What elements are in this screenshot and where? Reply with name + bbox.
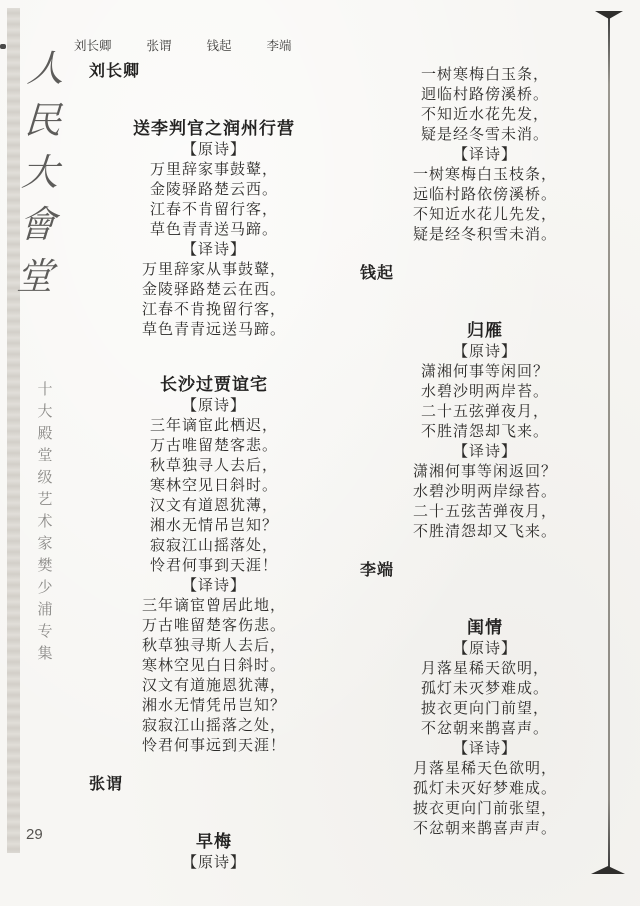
poem-section-label: 【原诗】 — [452, 641, 517, 657]
poem-line: 秋草独寻人去后， — [149, 458, 278, 474]
poem-line: 怜君何事远到天涯！ — [141, 738, 286, 754]
poem-line: 寒林空见白日斜时。 — [141, 658, 286, 674]
series-title-char: 浦 — [37, 601, 53, 618]
spacer — [356, 542, 614, 559]
spacer — [85, 756, 343, 773]
poem-line: 湘水无情凭吊岂知？ — [141, 698, 286, 714]
poem-line: 月落星稀天色欲明， — [412, 761, 557, 777]
series-title-char: 殿 — [37, 425, 53, 442]
series-title-char: 堂 — [37, 447, 53, 464]
poem-line: 迥临村路傍溪桥。 — [420, 87, 549, 103]
poem-line: 疑是经冬雪未消。 — [420, 127, 549, 143]
poem-line: 二十五弦苦弹夜月， — [412, 504, 557, 520]
poem-title: 归雁 — [467, 321, 503, 340]
poem-section-label: 【原诗】 — [181, 142, 246, 158]
poem-line: 汉文有道施恩犹薄， — [141, 678, 286, 694]
poem-line: 水碧沙明两岸苔。 — [420, 384, 549, 400]
spacer — [85, 84, 343, 101]
series-title-char: 樊 — [37, 557, 53, 574]
poem-title: 送李判官之润州行营 — [133, 119, 295, 138]
poem-line: 寂寂江山摇落之处， — [141, 718, 286, 734]
poem-line: 秋草独寻斯人去后， — [141, 638, 286, 654]
calligraphy-char: 人 — [25, 49, 66, 90]
poem-line: 披衣更向门前张望， — [412, 801, 557, 817]
poem-section-label: 【译诗】 — [181, 242, 246, 258]
poem-line: 孤灯未灭梦难成。 — [420, 681, 549, 697]
poem-line: 江春不肯留行客， — [149, 202, 278, 218]
series-title-char: 少 — [37, 579, 53, 596]
poem-section-label: 【原诗】 — [452, 344, 517, 360]
poem-line: 不知近水花先发， — [420, 107, 549, 123]
poem-title: 早梅 — [196, 832, 232, 851]
poem-line: 一树寒梅白玉枝条， — [412, 167, 557, 183]
poem-line: 怜君何事到天涯！ — [149, 558, 278, 574]
binding-corner-top-icon — [595, 11, 623, 19]
series-title-char: 术 — [37, 513, 53, 530]
spacer — [85, 340, 343, 357]
poem-section-label: 【译诗】 — [452, 147, 517, 163]
series-title-char: 十 — [37, 381, 53, 398]
poem-line: 金陵驿路楚云在西。 — [141, 282, 286, 298]
spacer — [85, 797, 343, 814]
poem-section-label: 【译诗】 — [452, 444, 517, 460]
page-binding-edge — [608, 16, 610, 868]
poem-title: 闺情 — [467, 618, 503, 637]
spacer — [356, 286, 614, 303]
poem-line: 三年谪宦此栖迟， — [149, 418, 278, 434]
page-number: 29 — [26, 826, 43, 843]
poem-section-label: 【原诗】 — [181, 855, 246, 871]
poem-line: 潇湘何事等闲回？ — [420, 364, 549, 380]
poem-line: 草色青青送马蹄。 — [149, 222, 278, 238]
poem-line: 万里辞家从事鼓鼙， — [141, 262, 286, 278]
poem-line: 潇湘何事等闲返回？ — [412, 464, 557, 480]
running-header-name: 刘长卿 — [74, 39, 112, 53]
scan-edge-texture — [7, 8, 20, 853]
series-title-char: 专 — [37, 623, 53, 640]
poem-line: 寒林空见日斜时。 — [149, 478, 278, 494]
author-heading: 刘长卿 — [89, 63, 141, 80]
poem-line: 月落星稀天欲明， — [420, 661, 549, 677]
series-title-char: 级 — [37, 469, 53, 486]
poem-line: 不胜清怨却飞来。 — [420, 424, 549, 440]
poem-line: 湘水无情吊岂知？ — [149, 518, 278, 534]
calligraphy-char: 堂 — [14, 257, 55, 298]
poem-line: 远临村路依傍溪桥。 — [412, 187, 557, 203]
series-title-char: 艺 — [37, 491, 53, 508]
calligraphy-title — [13, 50, 68, 297]
poem-section-label: 【译诗】 — [452, 741, 517, 757]
author-heading: 李端 — [360, 562, 395, 579]
author-heading: 钱起 — [360, 265, 395, 282]
poem-line: 草色青青远送马蹄。 — [141, 322, 286, 338]
poem-line: 不胜清怨却又飞来。 — [412, 524, 557, 540]
calligraphy-char: 民 — [23, 101, 63, 142]
poem-section-label: 【译诗】 — [181, 578, 246, 594]
poem-line: 不知近水花儿先发， — [412, 207, 557, 223]
poem-line: 万古唯留楚客悲。 — [149, 438, 278, 454]
series-title-char: 家 — [37, 535, 53, 552]
poem-line: 疑是经冬积雪未消。 — [412, 227, 557, 243]
calligraphy-char: 會 — [17, 205, 57, 246]
spacer — [356, 245, 614, 262]
poem-section-label: 【原诗】 — [181, 398, 246, 414]
series-title-char: 集 — [37, 645, 53, 662]
poem-line: 二十五弦弹夜月， — [420, 404, 549, 420]
poem-line: 江春不肯挽留行客， — [141, 302, 286, 318]
right-column — [356, 65, 614, 839]
running-header — [74, 36, 292, 54]
ink-mark — [0, 44, 6, 49]
running-header-name: 李端 — [266, 39, 292, 53]
series-title — [34, 382, 56, 661]
poem-line: 不忿朝来鹊喜声声。 — [412, 821, 557, 837]
series-title-char: 大 — [37, 403, 53, 420]
running-header-name: 钱起 — [206, 39, 232, 53]
spacer — [356, 583, 614, 600]
running-header-name: 张谓 — [146, 39, 172, 53]
poem-line: 孤灯未灭好梦难成。 — [412, 781, 557, 797]
poem-line: 不忿朝来鹊喜声。 — [420, 721, 549, 737]
poem-line: 万古唯留楚客伤悲。 — [141, 618, 286, 634]
poem-title: 长沙过贾谊宅 — [160, 375, 268, 394]
poem-line: 三年谪宦曾居此地， — [141, 598, 286, 614]
poem-line: 水碧沙明两岸绿苔。 — [412, 484, 557, 500]
binding-corner-bottom-icon — [591, 866, 625, 874]
poem-line: 金陵驿路楚云西。 — [149, 182, 278, 198]
left-column — [85, 60, 343, 873]
poem-line: 一树寒梅白玉条， — [420, 67, 549, 83]
poem-line: 汉文有道恩犹薄， — [149, 498, 278, 514]
poem-line: 万里辞家事鼓鼙， — [149, 162, 278, 178]
calligraphy-char: 大 — [20, 153, 60, 194]
author-heading: 张谓 — [89, 776, 124, 793]
poem-line: 披衣更向门前望， — [420, 701, 549, 717]
poem-line: 寂寂江山摇落处， — [149, 538, 278, 554]
